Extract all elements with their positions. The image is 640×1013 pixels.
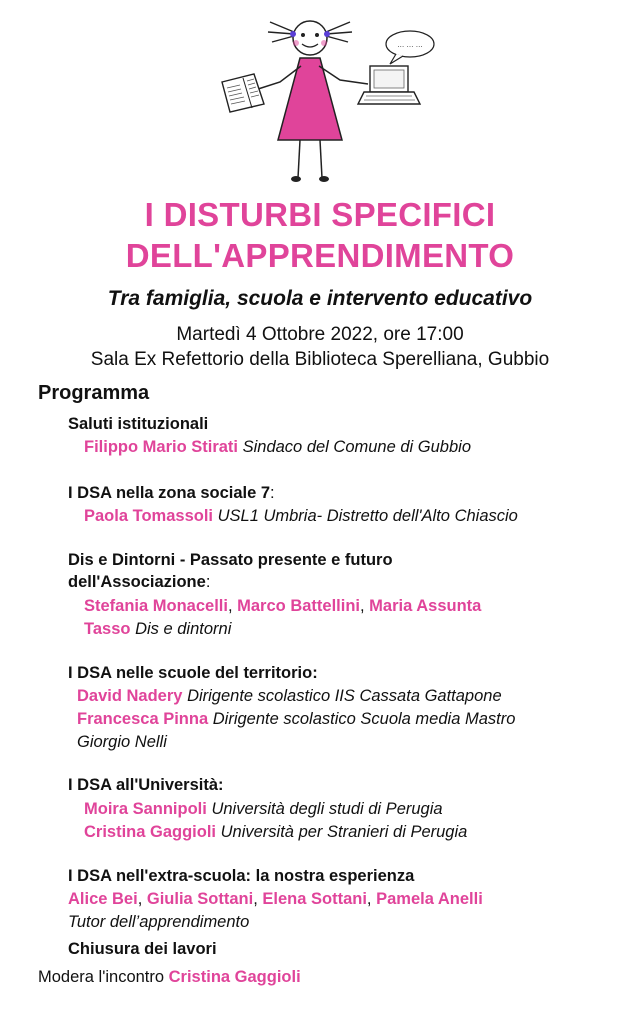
speaker-name-continued: Tasso	[84, 620, 131, 638]
event-date-time: Martedì 4 Ottobre 2022, ore 17:00	[176, 324, 464, 345]
moderator-label: Modera l'incontro	[38, 968, 165, 986]
section-title-colon: :	[205, 573, 211, 591]
speaker-line	[77, 710, 515, 729]
separator: ,	[227, 597, 238, 615]
section-title-dis-dintorni-1: Dis e Dintorni - Passato presente e futuro	[68, 551, 393, 569]
speaker-name: David Nadery	[77, 687, 183, 705]
speaker-line	[84, 507, 518, 526]
speech-bubble-text: … … …	[397, 41, 423, 49]
speaker-role-line	[68, 913, 249, 932]
speaker-name: Cristina Gaggioli	[84, 823, 217, 841]
section-title-extra-scuola: I DSA nell'extra-scuola: la nostra esperienza	[68, 867, 415, 885]
title-line-2: DELL'APPRENDIMENTO	[125, 237, 515, 274]
speaker-name: Francesca Pinna	[77, 710, 209, 728]
speech-bubble-icon	[386, 31, 434, 64]
girl-illustration	[210, 18, 450, 188]
speaker-name: Maria Assunta	[369, 597, 482, 615]
girl-head	[293, 21, 327, 55]
girl-dress	[278, 58, 342, 140]
speaker-role: Tutor dell’apprendimento	[68, 913, 250, 931]
speaker-line	[84, 823, 467, 842]
section-title-text: dell'Associazione	[68, 573, 206, 591]
section-title-zona-sociale	[68, 484, 275, 503]
moderator-name: Cristina Gaggioli	[168, 968, 301, 986]
book-icon	[222, 74, 264, 112]
title-line-1: I DISTURBI SPECIFICI	[144, 196, 496, 233]
section-title-scuole: I DSA nelle scuole del territorio:	[68, 664, 318, 682]
speaker-role: Dis e dintorni	[135, 620, 232, 638]
section-title-saluti: Saluti istituzionali	[68, 415, 209, 433]
separator: ,	[366, 890, 377, 908]
speaker-role: Dirigente scolastico IIS Cassata Gattapone	[187, 687, 502, 705]
speaker-name: Moira Sannipoli	[84, 800, 207, 818]
speaker-name: Filippo Mario Stirati	[84, 438, 239, 456]
speaker-role: Giorgio Nelli	[77, 733, 167, 751]
section-title-universita: I DSA all'Università:	[68, 776, 224, 794]
speaker-line	[68, 890, 483, 909]
subtitle: Tra famiglia, scuola e intervento educativo	[107, 287, 533, 310]
separator: ,	[137, 890, 147, 908]
girl-legs	[298, 140, 322, 178]
speaker-name: Giulia Sottani	[146, 890, 254, 908]
laptop-icon	[358, 66, 420, 104]
separator: ,	[360, 597, 370, 615]
section-title-text: I DSA nella zona sociale 7	[68, 484, 271, 502]
moderator-line	[38, 968, 301, 987]
speaker-name: Pamela Anelli	[376, 890, 483, 908]
speaker-name: Alice Bei	[68, 890, 138, 908]
speaker-line	[84, 597, 481, 616]
speaker-line	[77, 687, 502, 706]
speaker-name: Elena Sottani	[262, 890, 367, 908]
speaker-role: Sindaco del Comune di Gubbio	[242, 438, 472, 456]
speaker-line	[84, 620, 231, 639]
speaker-role-continued	[77, 733, 167, 752]
speaker-name: Marco Battellini	[237, 597, 360, 615]
speaker-line	[84, 438, 471, 457]
speaker-name: Stefania Monacelli	[84, 597, 228, 615]
speaker-role: Università per Stranieri di Perugia	[220, 823, 468, 841]
event-venue: Sala Ex Refettorio della Biblioteca Sperelliana, Gubbio	[90, 349, 550, 370]
speaker-role: USL1 Umbria- Distretto dell'Alto Chiascio	[217, 507, 518, 525]
section-title-dis-dintorni-2	[68, 573, 210, 592]
separator: ,	[253, 890, 263, 908]
closing-title: Chiusura dei lavori	[68, 940, 217, 958]
speaker-role: Dirigente scolastico Scuola media Mastro	[212, 710, 516, 728]
speaker-name: Paola Tomassoli	[84, 507, 213, 525]
speaker-line	[84, 800, 443, 819]
section-title-colon: :	[270, 484, 275, 502]
program-heading: Programma	[38, 382, 150, 404]
speaker-role: Università degli studi di Perugia	[211, 800, 443, 818]
